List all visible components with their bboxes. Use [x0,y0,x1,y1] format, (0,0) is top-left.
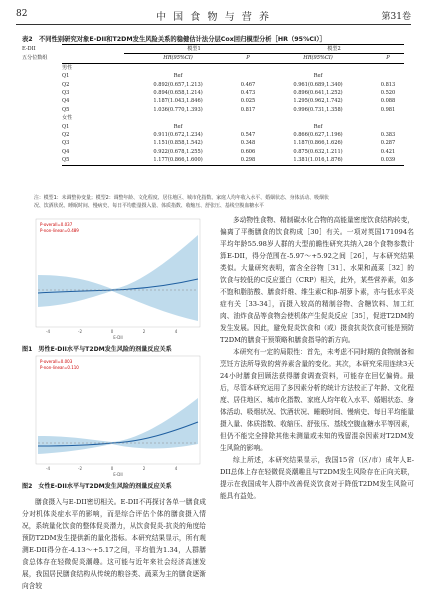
volume-label: 第31卷 [381,12,411,22]
figure-2-caption: 图2 女性E-DII水平与T2DM发生风险的剂量反应关系 [22,483,172,490]
cell-hr1: Ref [173,73,183,80]
cell-q: Q1 [62,73,70,80]
body-paragraph: 膳食摄入与E-DII密切相关。E-DII不再探讨各单一膳食成分对机体炎症水平的影响，而是综合评估个体的膳食摄入情况，系统量化饮食的整体促炎潜力，从饮食促炎-抗炎的角度给预防T2DM发生提供新的量化指标。本研究结果显示，所有观测E-DII得分在-4.13～+5.17之间，平均值为1.34，人群膳食总体存在轻微促炎潮趣。这可能与近年来社会经济高速发展，我国居民膳食结构从传统的粮谷类、蔬菜为主的膳食逐渐向含较 [22,498,206,590]
cell-hr2: Ref [313,73,323,80]
cell-hr1: 1.177(0.866,1.600) [124,156,232,165]
header-p2: P [372,54,404,63]
body-paragraph: 本研究有一定的局限性：首先，未考虑不同时期的食物制备和烹饪方法所导致的营养素含量的变化。其次，本研究采用连续3天24小时膳食回顾法获得膳食调查资料，可能存在回忆偏倚。最后，尽管本研究运用了多因素分析的统计方法校正了年龄、文化程度、居住地区、城市化指数、家庭人均年收入水平、婚姻状态、身体活动、吸烟状况、饮酒状况、睡眠时间、慢病史、每日平均能量摄入量、体质指数、收缩压、舒张压、基线空腹血糖水平等因素，但仍不能完全排除其他未测量或未知的残留混杂因素对T2DM发生风险的影响。 [220,348,414,452]
figure-1-plot [22,215,204,341]
table-row [62,139,404,147]
table-row [62,97,404,105]
table-row [62,106,404,114]
group-label-female [62,114,404,122]
cell-q: Q4 [62,98,70,105]
cell-hr2: Ref [313,123,323,130]
cell-q: Q5 [62,106,70,113]
left-text-column [22,496,206,592]
table-row [62,72,404,80]
cell-q: Q4 [62,148,70,155]
cell-p2: 0.088 [380,98,396,105]
cell-p2: 0.039 [372,156,404,165]
x-tick: 4 [174,466,178,471]
header-hr2: HR(95%CI) [264,54,372,63]
header-hr1: HR(95%CI) [124,54,232,63]
cell-p2: 0.520 [380,90,396,97]
group-label-male-cell: 男性 [62,64,73,71]
page-header [16,7,411,23]
cell-p1: 0.547 [240,132,256,139]
cell-hr2: 1.295(0.962,1.742) [293,98,343,105]
cell-q: Q1 [62,123,70,130]
group-label-male [62,63,404,72]
x-tick: 2 [142,329,146,334]
cell-q: Q2 [62,81,70,88]
cell-hr1: 0.892(0.657,1.213) [153,81,203,88]
x-tick: 0 [110,329,114,334]
header-model1: 模型1 [124,45,264,54]
table-subheader-row [62,54,404,63]
cell-p1: 0.348 [240,140,256,147]
right-text-column [220,214,414,502]
cell-hr1: 0.894(0.658,1.214) [153,90,203,97]
cell-hr2: 0.875(0.632,1.211) [293,148,343,155]
x-axis-label: E-DII [113,335,123,340]
legend-p-overall: P-overall=0.003 [40,359,73,364]
table-stub-1: E-DII [22,46,36,52]
cell-p2: 0.421 [380,148,396,155]
cell-p2: 0.813 [380,81,396,88]
cell-p1: 0.473 [240,90,256,97]
table-note-line-2: 况、饮酒状况、睡眠时间、慢病史、每日平均能量摄入量、体质指数、收缩压、舒张压、基线空腹血糖水平 [34,202,264,209]
header-model2: 模型2 [264,45,404,54]
table-row [62,131,404,139]
cell-p1 [232,123,264,131]
cell-p1: 0.817 [240,106,256,113]
x-tick: -2 [78,329,82,334]
cell-p1: 0.606 [240,148,256,155]
x-tick: 2 [142,466,146,471]
cell-hr1: 0.922(0.678,1.255) [153,148,203,155]
table-stub-2: 五分位数组 [22,55,48,61]
cell-hr2: 1.381(1.016,1.876) [264,156,372,165]
cell-hr2: 0.961(0.689,1.340) [293,81,343,88]
table-row [62,89,404,97]
x-tick: 4 [174,329,178,334]
cell-p2: 0.981 [380,106,396,113]
cell-p2: 0.383 [380,132,396,139]
legend-p-overall: P-overall=0.037 [40,222,73,227]
table-caption: 表2 不同性别研究对象E-DII和T2DM发生风险关系的稳健估计法分层Cox回归模型分析［HR（95%CI）］ [22,36,326,43]
cell-hr1: 1.151(0.858,1.542) [153,140,203,147]
journal-title: 中 国 食 物 与 营 养 [155,12,272,23]
cell-hr1: 0.911(0.672,1.234) [153,132,203,139]
cell-hr1: 1.187(1.043,1.846) [153,98,203,105]
table-row [62,156,404,165]
page-number: 82 [16,9,28,19]
header-rule [16,24,411,25]
cell-q: Q2 [62,132,70,139]
x-tick: -4 [46,466,50,471]
cell-q: Q5 [62,156,124,165]
cell-p2: 0.287 [380,140,396,147]
legend-p-nonlinear: P-non-linear=0.110 [40,365,79,370]
group-label-female-cell: 女性 [62,115,73,122]
cell-p2 [372,123,404,131]
x-tick: -4 [46,329,50,334]
figure-2-plot [22,352,204,478]
legend-p-nonlinear: P-non-linear=0.489 [40,228,79,233]
cell-hr1: Ref [173,123,183,130]
x-axis-label: E-DII [113,472,123,477]
cell-p1: 0.467 [240,81,256,88]
cell-hr2: 0.896(0.641,1.252) [293,90,343,97]
cell-p1: 0.298 [232,156,264,165]
x-tick: -2 [78,466,82,471]
cell-hr2: 0.996(0.731,1.358) [293,106,343,113]
table-row [62,148,404,156]
cell-p1 [232,72,264,80]
table-header-row [62,45,404,54]
x-tick: 0 [110,466,114,471]
header-p1: P [232,54,264,63]
body-paragraph: 多动物性食物、精制碳水化合物的高能量密度饮食结构转变，偏离了平衡膳食的饮食构成［30］有关。一项对英国171094名平均年龄55.98岁人群的大型前瞻性研究共纳入28个食物参数计算E-DII，得分范围在-5.97～+5.92之间［26］，与本研究结果类似。大量研究表明，富含全谷物［31］、水果和蔬菜［32］的饮食与较低的C反应蛋白（CRP）相关，此外，某些营养素，如多不饱和脂肪酸、膳食纤维、维生素C和β-胡萝卜素，亦与低水平炎症有关［33-34］，而摄入较高的精制谷物、含糖饮料、加工红肉、油炸食品等食物会使机体产生促炎反应［35］，促进T2DM的发生发展。因此，避免促炎饮食和（或）摄食抗炎饮食可能是预防T2DM的膳食干预策略和膳食指导的新方向。 [220,216,414,344]
table-row [62,123,404,131]
figure-1-caption: 图1 男性E-DII水平与T2DM发生风险的剂量反应关系 [22,346,172,353]
cell-p2 [372,72,404,80]
cell-q: Q3 [62,90,70,97]
body-paragraph: 综上所述，本研究结果显示，我国15省（区/市）成年人E-DII总体上存在轻微促炎潮趣且与T2DM发生风险存在正向关联，提示在我国成年人群中改善促炎饮食对于降低T2DM发生风险可能具有益处。 [220,456,414,500]
table-note [34,195,414,210]
cell-p1: 0.025 [240,98,256,105]
cell-hr1: 1.036(0.770,1.393) [153,106,203,113]
cell-hr2: 0.866(0.627,1.196) [293,132,343,139]
table-row [62,81,404,89]
cell-q: Q3 [62,140,70,147]
cell-hr2: 1.187(0.866,1.626) [293,140,343,147]
results-table [62,44,404,166]
table-note-line-1: 注：模型1：未调整协变量；模型2：调整年龄、文化程度、居住地区、城市化指数、家庭人均年收入水平、婚姻状态、身体活动、吸烟状 [34,195,329,201]
